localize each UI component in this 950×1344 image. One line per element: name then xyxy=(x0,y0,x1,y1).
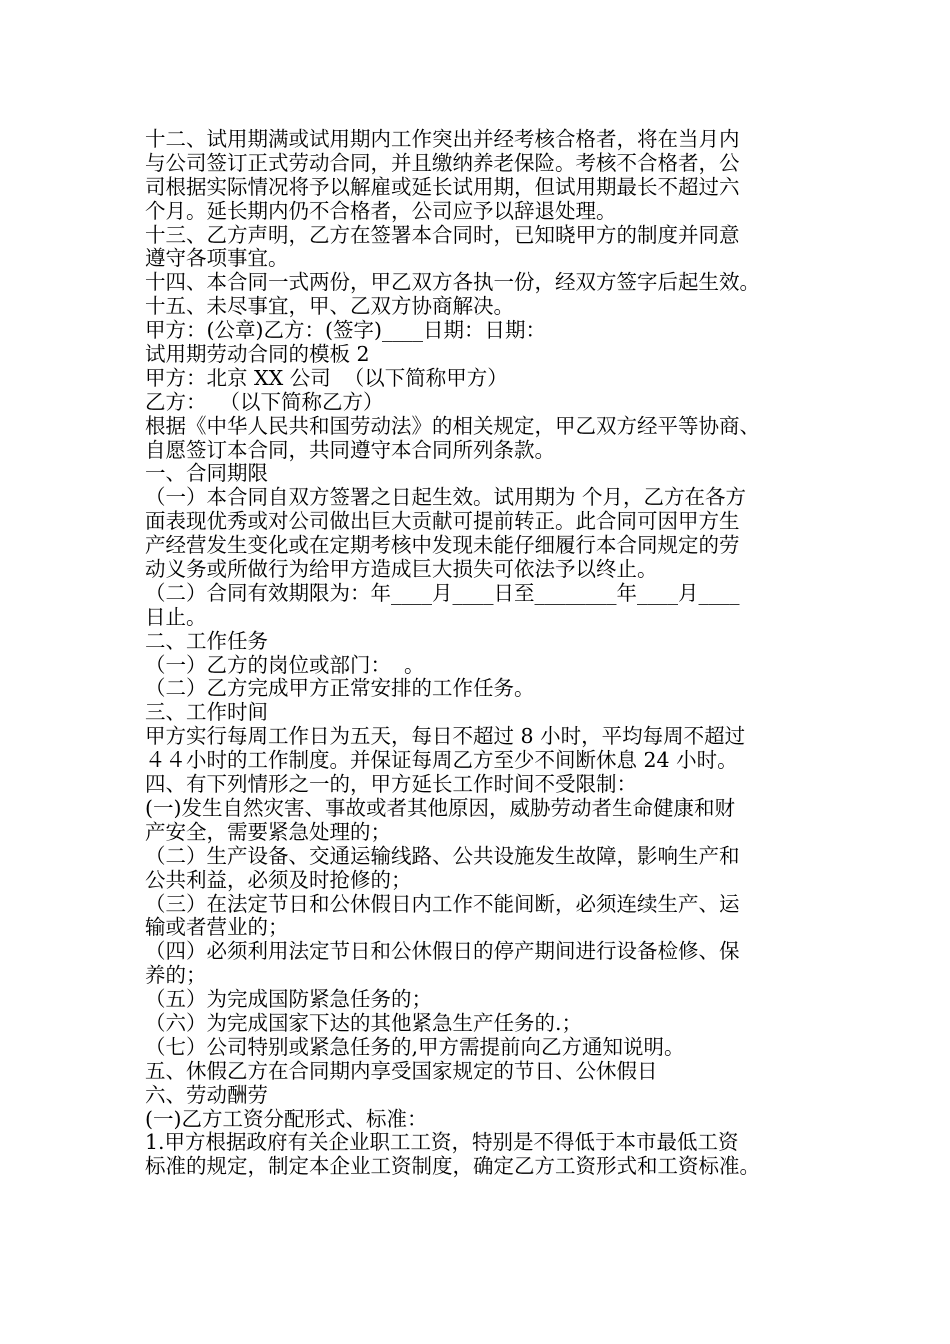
party-a-line: 甲方：北京 XX 公司 （以下简称甲方） xyxy=(145,365,508,390)
text-line: 遵守各项事宜。 xyxy=(145,246,289,271)
text-line: (一)乙方工资分配形式、标准： xyxy=(145,1106,428,1131)
text-line: 十四、本合同一式两份，甲乙双方各执一份，经双方签字后起生效。 xyxy=(145,270,760,295)
text-line: （一）本合同自双方签署之日起生效。试用期为 个月，乙方在各方 xyxy=(145,485,747,510)
text-line: 十五、未尽事宜，甲、乙双方协商解决。 xyxy=(145,294,514,319)
text-line: （二）生产设备、交通运输线路、公共设施发生故障，影响生产和 xyxy=(145,843,740,868)
text-line: 自愿签订本合同，共同遵守本合同所列条款。 xyxy=(145,437,555,462)
text-line: (一)发生自然灾害、事故或者其他原因，威胁劳动者生命健康和财 xyxy=(145,795,735,820)
text-line: （五）为完成国防紧急任务的； xyxy=(145,987,432,1012)
text-line: 养的； xyxy=(145,963,207,988)
text-line: （二）合同有效期限为：年____月____日至________年____月____ xyxy=(145,580,740,605)
section-title: 试用期劳动合同的模板 2 xyxy=(145,342,370,367)
heading-line: 二、工作任务 xyxy=(145,628,268,653)
text-line: 根据《中华人民共和国劳动法》的相关规定，甲乙双方经平等协商、 xyxy=(145,413,760,438)
text-line: 公共利益，必须及时抢修的； xyxy=(145,867,412,892)
text-line: 动义务或所做行为给甲方造成巨大损失可依法予以终止。 xyxy=(145,557,658,582)
text-line: （六）为完成国家下达的其他紧急生产任务的.； xyxy=(145,1010,583,1035)
text-line: 标准的规定，制定本企业工资制度，确定乙方工资形式和工资标准。 xyxy=(145,1154,760,1179)
text-line: 十二、试用期满或试用期内工作突出并经考核合格者，将在当月内 xyxy=(145,127,740,151)
document-page xyxy=(145,128,810,1179)
text-line: ４４小时的工作制度。并保证每周乙方至少不间断休息 24 小时。 xyxy=(145,748,738,773)
text-line: 司根据实际情况将予以解雇或延长试用期，但试用期最长不超过六 xyxy=(145,174,740,199)
text-line: 个月。延长期内仍不合格者，公司应予以辞退处理。 xyxy=(145,198,617,223)
text-line: （三）在法定节日和公休假日内工作不能间断，必须连续生产、运 xyxy=(145,891,740,916)
text-line: 产经营发生变化或在定期考核中发现未能仔细履行本合同规定的劳 xyxy=(145,533,740,558)
party-b-line: 乙方： （以下简称乙方） xyxy=(145,389,384,414)
heading-line: 三、工作时间 xyxy=(145,700,268,725)
text-line: 日止。 xyxy=(145,604,207,629)
text-line: 输或者营业的； xyxy=(145,915,289,940)
text-line: （四）必须利用法定节日和公休假日的停产期间进行设备检修、保 xyxy=(145,939,740,964)
text-line: （一）乙方的岗位或部门： 。 xyxy=(145,652,425,677)
text-line: 与公司签订正式劳动合同，并且缴纳养老保险。考核不合格者，公 xyxy=(145,150,740,175)
text-line: 十三、乙方声明，乙方在签署本合同时，已知晓甲方的制度并同意 xyxy=(145,222,740,247)
text-line: （七）公司特别或紧急任务的,甲方需提前向乙方通知说明。 xyxy=(145,1034,685,1059)
text-line: 产安全，需要紧急处理的； xyxy=(145,819,391,844)
text-line: 甲方实行每周工作日为五天，每日不超过 8 小时，平均每周不超过 xyxy=(145,724,746,749)
heading-line: 一、合同期限 xyxy=(145,461,268,486)
text-line: 面表现优秀或对公司做出巨大贡献可提前转正。此合同可因甲方生 xyxy=(145,509,740,534)
text-line: 1.甲方根据政府有关企业职工工资，特别是不得低于本市最低工资 xyxy=(145,1130,739,1155)
heading-line: 六、劳动酬劳 xyxy=(145,1082,268,1107)
signature-line: 甲方：(公章)乙方：(签字)____日期：日期： xyxy=(145,318,546,343)
heading-line: 四、有下列情形之一的，甲方延长工作时间不受限制： xyxy=(145,772,637,797)
heading-line: 五、休假乙方在合同期内享受国家规定的节日、公休假日 xyxy=(145,1058,658,1083)
text-line: （二）乙方完成甲方正常安排的工作任务。 xyxy=(145,676,535,701)
